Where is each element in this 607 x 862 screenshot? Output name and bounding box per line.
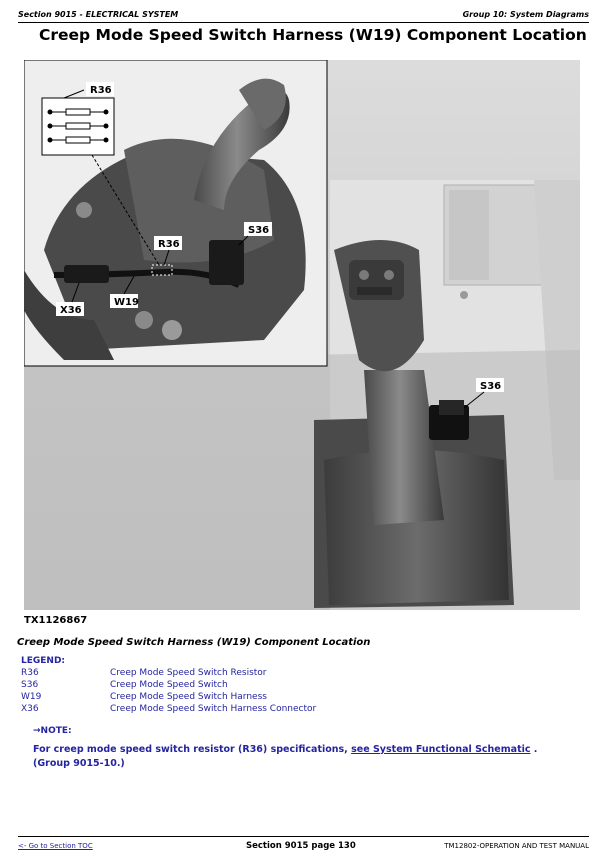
manual-id: TM12802-OPERATION AND TEST MANUAL bbox=[444, 842, 589, 850]
header-rule bbox=[18, 22, 589, 23]
legend-row bbox=[21, 680, 441, 692]
figure-id: TX1126867 bbox=[24, 615, 88, 626]
system-schematic-link[interactable]: see System Functional Schematic bbox=[351, 744, 531, 755]
legend-code: R36 bbox=[21, 668, 39, 678]
callout-s36-inset: S36 bbox=[248, 225, 270, 236]
header-section: Section 9015 - ELECTRICAL SYSTEM bbox=[18, 10, 179, 19]
legend-desc: Creep Mode Speed Switch Harness bbox=[110, 692, 267, 702]
figure-illustration bbox=[24, 60, 580, 610]
legend-row bbox=[21, 668, 441, 680]
legend-title: LEGEND: bbox=[21, 656, 66, 666]
component-figure bbox=[24, 60, 580, 610]
header-group: Group 10: System Diagrams bbox=[462, 10, 589, 19]
legend-code: X36 bbox=[21, 704, 39, 714]
page-number: Section 9015 page 130 bbox=[246, 841, 356, 851]
callout-r36-top: R36 bbox=[90, 85, 112, 96]
callout-x36: X36 bbox=[60, 305, 82, 316]
note-title: →NOTE: bbox=[33, 726, 72, 736]
legend-code: W19 bbox=[21, 692, 42, 702]
legend-code: S36 bbox=[21, 680, 39, 690]
note-text-before: For creep mode speed switch resistor (R36) specifications, bbox=[33, 744, 352, 755]
footer-rule bbox=[18, 836, 589, 837]
page-title: Creep Mode Speed Switch Harness (W19) Component Location bbox=[39, 26, 587, 44]
x36-connector bbox=[64, 265, 109, 283]
s36-switch-inset bbox=[209, 240, 244, 285]
figure-caption: Creep Mode Speed Switch Harness (W19) Component Location bbox=[17, 637, 371, 648]
legend-row bbox=[21, 704, 441, 716]
legend-row bbox=[21, 692, 441, 704]
legend-desc: Creep Mode Speed Switch bbox=[110, 680, 228, 690]
legend-desc: Creep Mode Speed Switch Harness Connector bbox=[110, 704, 317, 714]
section-toc-link[interactable]: <- Go to Section TOC bbox=[18, 842, 93, 850]
legend-desc: Creep Mode Speed Switch Resistor bbox=[110, 668, 267, 678]
callout-w19: W19 bbox=[114, 297, 139, 308]
callout-s36-main: S36 bbox=[480, 381, 502, 392]
callout-r36-inset: R36 bbox=[158, 239, 180, 250]
note-text-after: . (Group 9015-10.) bbox=[33, 744, 538, 769]
note-body bbox=[33, 743, 553, 771]
